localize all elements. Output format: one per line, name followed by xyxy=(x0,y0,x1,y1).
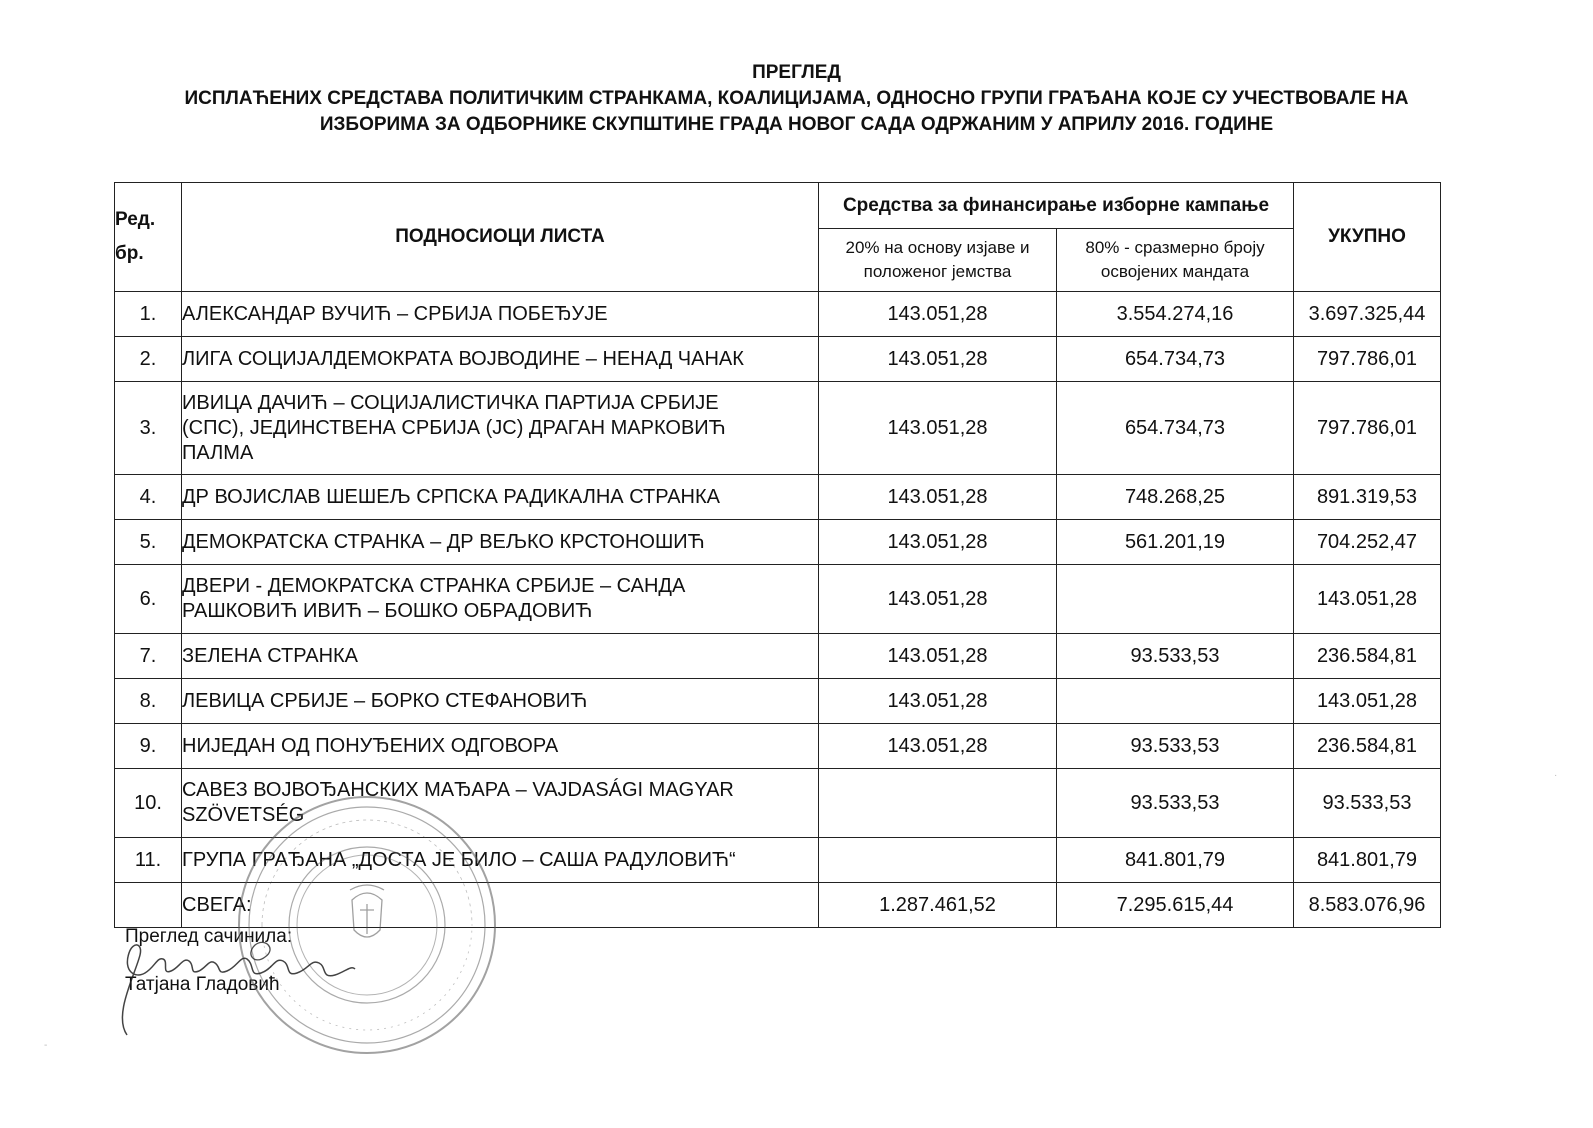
amount-80-percent: 93.533,53 xyxy=(1057,634,1294,679)
submitter-name xyxy=(182,679,819,724)
submitter-name-line: НИЈЕДАН ОД ПОНУЂЕНИХ ОДГОВОРА xyxy=(182,734,559,757)
amount-total: 236.584,81 xyxy=(1294,634,1441,679)
row-number: 5. xyxy=(115,520,182,565)
row-number: 10. xyxy=(115,769,182,838)
table-row xyxy=(115,565,1441,634)
table-row xyxy=(115,634,1441,679)
table-row xyxy=(115,382,1441,475)
row-number: 11. xyxy=(115,838,182,883)
amount-80-percent: 748.268,25 xyxy=(1057,475,1294,520)
row-number: 2. xyxy=(115,337,182,382)
submitter-name-line: ДВЕРИ - ДЕМОКРАТСКА СТРАНКА СРБИЈЕ – САНДА xyxy=(182,575,686,597)
row-number: 3. xyxy=(115,382,182,475)
title-line-2: ИСПЛАЋЕНИХ СРЕДСТАВА ПОЛИТИЧКИМ СТРАНКАМА, КОАЛИЦИЈАМА, ОДНОСНО ГРУПИ ГРАЂАНА КОЈЕ СУ УЧЕСТВОВАЛЕ НА xyxy=(184,88,1409,109)
amount-20-percent: 143.051,28 xyxy=(819,520,1057,565)
row-number: 4. xyxy=(115,475,182,520)
row-number: 9. xyxy=(115,724,182,769)
amount-80-percent xyxy=(1057,565,1294,634)
scan-mark: · xyxy=(1554,770,1558,781)
amount-20-percent: 143.051,28 xyxy=(819,337,1057,382)
submitter-name-line: SZÖVETSÉG xyxy=(182,804,305,826)
amount-20-percent: 143.051,28 xyxy=(819,382,1057,475)
table-row xyxy=(115,475,1441,520)
row-number: 1. xyxy=(115,292,182,337)
sum-20-percent: 1.287.461,52 xyxy=(819,883,1057,928)
table-row xyxy=(115,679,1441,724)
amount-total: 797.786,01 xyxy=(1294,382,1441,475)
amount-total: 143.051,28 xyxy=(1294,679,1441,724)
amount-total: 797.786,01 xyxy=(1294,337,1441,382)
submitter-name xyxy=(182,520,819,565)
table-row xyxy=(115,724,1441,769)
amount-80-percent: 3.554.274,16 xyxy=(1057,292,1294,337)
document-title xyxy=(0,60,1593,138)
amount-total: 93.533,53 xyxy=(1294,769,1441,838)
submitter-name xyxy=(182,565,819,634)
amount-80-percent: 841.801,79 xyxy=(1057,838,1294,883)
amount-total: 891.319,53 xyxy=(1294,475,1441,520)
handwritten-signature xyxy=(105,935,375,1045)
submitter-name xyxy=(182,724,819,769)
amount-total: 143.051,28 xyxy=(1294,565,1441,634)
row-number: 7. xyxy=(115,634,182,679)
sum-row-number xyxy=(115,883,182,928)
amount-80-percent: 93.533,53 xyxy=(1057,724,1294,769)
submitter-name xyxy=(182,382,819,475)
sum-80-percent: 7.295.615,44 xyxy=(1057,883,1294,928)
submitter-name-line: ЗЕЛЕНА СТРАНКА xyxy=(182,644,358,667)
table-row xyxy=(115,292,1441,337)
submitter-name xyxy=(182,337,819,382)
submitter-name xyxy=(182,634,819,679)
prepared-by-label: Преглед сачинила: xyxy=(125,926,293,947)
submitter-name-line: ГРУПА ГРАЂАНА „ДОСТА ЈЕ БИЛО – САША РАДУЛОВИЋ“ xyxy=(182,848,736,871)
submitter-name xyxy=(182,475,819,520)
amount-total: 3.697.325,44 xyxy=(1294,292,1441,337)
header-campaign-funds: Средства за финансирање изборне кампање xyxy=(819,183,1294,229)
amount-total: 704.252,47 xyxy=(1294,520,1441,565)
preparer-name: Татјана Гладовић xyxy=(125,974,280,995)
submitter-name xyxy=(182,292,819,337)
amount-80-percent: 93.533,53 xyxy=(1057,769,1294,838)
sum-total: 8.583.076,96 xyxy=(1294,883,1441,928)
amount-20-percent: 143.051,28 xyxy=(819,679,1057,724)
amount-20-percent: 143.051,28 xyxy=(819,634,1057,679)
header-submitters: ПОДНОСИОЦИ ЛИСТА xyxy=(182,183,819,292)
submitter-name-line: (СПС), ЈЕДИНСТВЕНА СРБИЈА (ЈС) ДРАГАН МАРКОВИЋ xyxy=(182,416,726,439)
title-line-3: ИЗБОРИМА ЗА ОДБОРНИКЕ СКУПШТИНЕ ГРАДА НОВОГ САДА ОДРЖАНИМ У АПРИЛУ 2016. ГОДИНЕ xyxy=(319,114,1274,135)
submitter-name-line: ДЕМОКРАТСКА СТРАНКА – ДР ВЕЉКО КРСТОНОШИЋ xyxy=(182,530,705,553)
submitter-name-line: РАШКОВИЋ ИВИЋ – БОШКО ОБРАДОВИЋ xyxy=(182,600,593,622)
amount-20-percent: 143.051,28 xyxy=(819,565,1057,634)
amount-20-percent: 143.051,28 xyxy=(819,292,1057,337)
scan-mark: - xyxy=(44,1040,48,1051)
amount-20-percent: 143.051,28 xyxy=(819,475,1057,520)
amount-total: 236.584,81 xyxy=(1294,724,1441,769)
submitter-name-line: САВЕЗ ВОЈВОЂАНСКИХ МАЂАРА – VAJDASÁGI MAGYAR xyxy=(182,779,734,801)
amount-total: 841.801,79 xyxy=(1294,838,1441,883)
amount-20-percent: 143.051,28 xyxy=(819,724,1057,769)
submitter-name-line: ИВИЦА ДАЧИЋ – СОЦИЈАЛИСТИЧКА ПАРТИЈА СРБИЈЕ xyxy=(182,391,719,414)
amount-20-percent xyxy=(819,838,1057,883)
amount-80-percent: 654.734,73 xyxy=(1057,337,1294,382)
header-80-percent: 80% - сразмерно броју освојених мандата xyxy=(1057,229,1294,292)
submitter-name-line: АЛЕКСАНДАР ВУЧИЋ – СРБИЈА ПОБЕЂУЈЕ xyxy=(182,302,608,325)
table-row xyxy=(115,520,1441,565)
row-number: 6. xyxy=(115,565,182,634)
sum-label: СВЕГА: xyxy=(182,883,819,928)
amount-80-percent xyxy=(1057,679,1294,724)
header-total: УКУПНО xyxy=(1294,183,1441,292)
header-20-percent: 20% на основу изјаве и положеног јемства xyxy=(819,229,1057,292)
submitter-name-line: ЛИГА СОЦИЈАЛДЕМОКРАТА ВОЈВОДИНЕ – НЕНАД ЧАНАК xyxy=(182,347,744,370)
title-line-1: ПРЕГЛЕД xyxy=(752,62,841,83)
submitter-name-line: ЛЕВИЦА СРБИЈЕ – БОРКО СТЕФАНОВИЋ xyxy=(182,689,588,712)
submitter-name-line: ДР ВОЈИСЛАВ ШЕШЕЉ СРПСКА РАДИКАЛНА СТРАНКА xyxy=(182,485,720,508)
header-row-number: Ред. бр. xyxy=(115,183,182,292)
amount-20-percent xyxy=(819,769,1057,838)
table-row xyxy=(115,337,1441,382)
submitter-name-line: ПАЛМА xyxy=(182,441,254,464)
amount-80-percent: 561.201,19 xyxy=(1057,520,1294,565)
row-number: 8. xyxy=(115,679,182,724)
amount-80-percent: 654.734,73 xyxy=(1057,382,1294,475)
